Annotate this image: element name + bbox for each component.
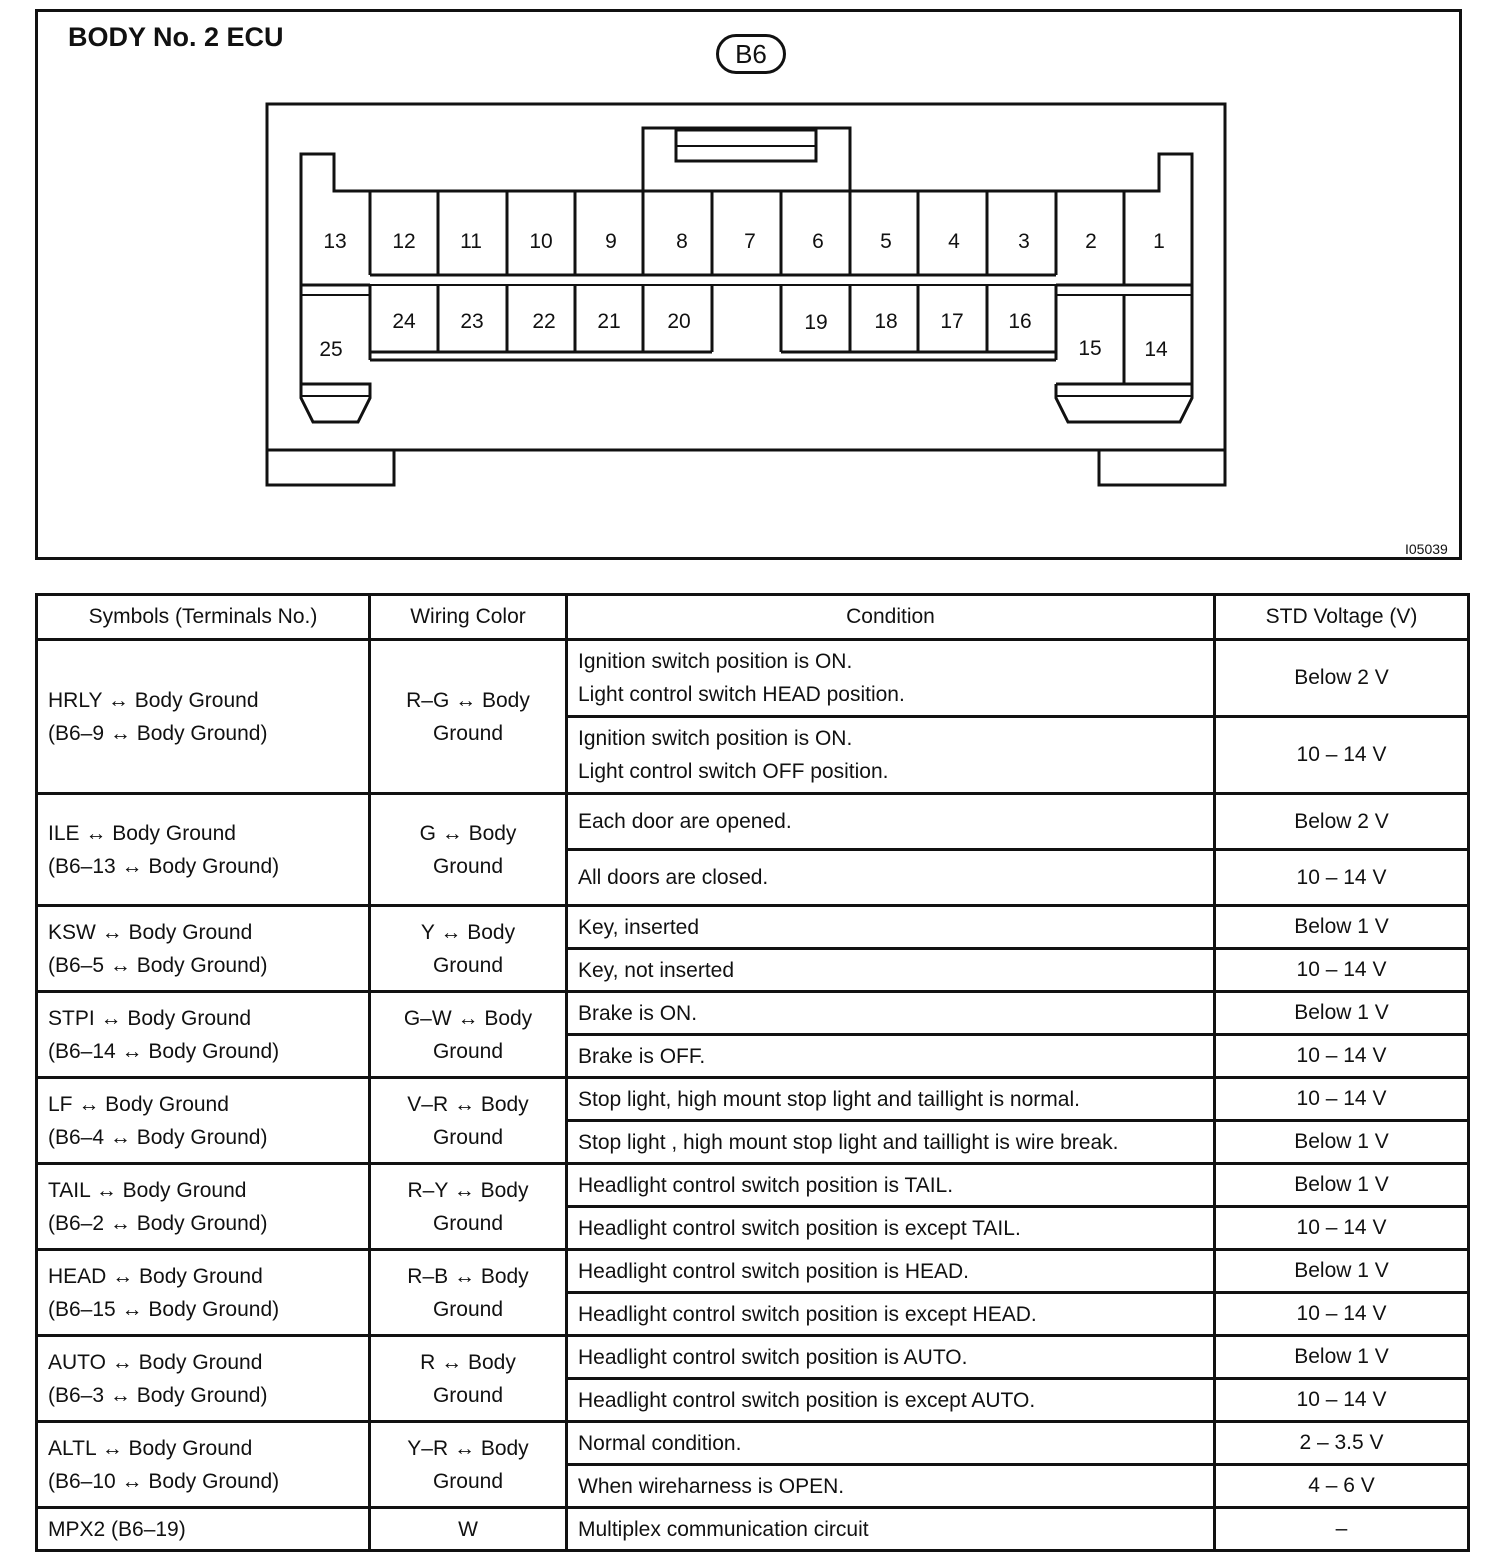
cell-line: (B6–9 ↔ Body Ground): [48, 721, 268, 745]
cell-line: V–R ↔ Body: [407, 1092, 529, 1116]
condition-cell: [567, 1379, 1215, 1422]
std-voltage-cell: 10 – 14 V: [1215, 1035, 1469, 1078]
pin-12: 12: [392, 230, 416, 253]
symbol-cell: [37, 794, 370, 906]
wiring-color-cell: [370, 794, 567, 906]
wiring-color-cell: [370, 640, 567, 794]
cell-line: Headlight control switch position is TAIL.: [578, 1173, 954, 1197]
std-voltage-cell: 10 – 14 V: [1215, 1293, 1469, 1336]
condition-cell: [567, 1336, 1215, 1379]
cell-line: MPX2 (B6–19): [48, 1517, 186, 1541]
wiring-color-cell: [370, 1336, 567, 1422]
pin-16: 16: [1008, 310, 1032, 333]
wiring-color-cell: [370, 1078, 567, 1164]
cell-line: (B6–10 ↔ Body Ground): [48, 1469, 280, 1493]
pin-22: 22: [532, 310, 556, 333]
cell-line: Ground: [432, 854, 504, 878]
pin-numbers: [319, 230, 1168, 361]
diagram-title: BODY No. 2 ECU: [68, 22, 284, 52]
condition-cell: [567, 1164, 1215, 1207]
condition-cell: [567, 992, 1215, 1035]
std-voltage-cell: –: [1215, 1508, 1469, 1551]
condition-cell: [567, 1035, 1215, 1078]
cell-line: Headlight control switch position is except AUTO.: [578, 1388, 1036, 1412]
std-voltage-cell: Below 1 V: [1215, 906, 1469, 949]
header-symbols: Symbols (Terminals No.): [37, 595, 370, 640]
symbol-cell: [37, 1336, 370, 1422]
cell-line: Key, inserted: [578, 915, 700, 939]
pin-8: 8: [676, 230, 688, 253]
table-row: [37, 992, 1469, 1035]
cell-line: Headlight control switch position is except HEAD.: [578, 1302, 1037, 1326]
cell-line: G ↔ Body: [419, 821, 517, 845]
cell-line: (B6–5 ↔ Body Ground): [48, 953, 268, 977]
cell-line: All doors are closed.: [578, 866, 769, 889]
cell-line: (B6–13 ↔ Body Ground): [48, 854, 280, 878]
cell-line: Ignition switch position is ON.: [578, 650, 853, 673]
cell-line: Each door are opened.: [578, 810, 792, 833]
connector-foot-right: [1099, 450, 1225, 485]
std-voltage-cell: 10 – 14 V: [1215, 717, 1469, 794]
condition-cell: [567, 1508, 1215, 1551]
std-voltage-cell: Below 2 V: [1215, 794, 1469, 850]
cell-line: Ground: [432, 953, 504, 977]
std-voltage-cell: Below 1 V: [1215, 992, 1469, 1035]
std-voltage-cell: 10 – 14 V: [1215, 949, 1469, 992]
cell-line: (B6–15 ↔ Body Ground): [48, 1297, 280, 1321]
pin-2: 2: [1085, 230, 1097, 253]
std-voltage-cell: 10 – 14 V: [1215, 850, 1469, 906]
connector-foot-left: [267, 450, 394, 485]
wiring-color-cell: [370, 1250, 567, 1336]
table-row: [37, 1164, 1469, 1207]
symbol-cell: [37, 1164, 370, 1250]
wiring-color-cell: [370, 1508, 567, 1551]
pin-14: 14: [1144, 338, 1168, 361]
condition-cell: [567, 906, 1215, 949]
cell-line: Y ↔ Body: [420, 920, 516, 944]
cell-line: Light control switch HEAD position.: [578, 683, 905, 706]
cell-line: KSW ↔ Body Ground: [48, 920, 253, 944]
wiring-color-cell: [370, 992, 567, 1078]
symbol-cell: [37, 640, 370, 794]
pin-1: 1: [1153, 230, 1165, 253]
cell-line: R–Y ↔ Body: [407, 1178, 529, 1202]
condition-cell: [567, 794, 1215, 850]
condition-cell: [567, 717, 1215, 794]
cell-line: R ↔ Body: [420, 1350, 516, 1374]
cell-line: HRLY ↔ Body Ground: [48, 688, 259, 712]
cell-line: Ground: [432, 1039, 504, 1063]
cell-line: R–G ↔ Body: [406, 688, 530, 712]
condition-cell: [567, 949, 1215, 992]
cell-line: Ignition switch position is ON.: [578, 727, 853, 750]
cell-line: Y–R ↔ Body: [407, 1436, 529, 1460]
std-voltage-cell: Below 2 V: [1215, 640, 1469, 717]
condition-cell: [567, 1207, 1215, 1250]
cell-line: STPI ↔ Body Ground: [48, 1006, 252, 1030]
pin-4: 4: [948, 230, 960, 253]
condition-cell: [567, 1422, 1215, 1465]
cell-line: Light control switch OFF position.: [578, 760, 889, 783]
std-voltage-cell: 10 – 14 V: [1215, 1379, 1469, 1422]
pin-17: 17: [940, 310, 964, 333]
cell-line: Key, not inserted: [578, 958, 735, 982]
cell-line: TAIL ↔ Body Ground: [48, 1178, 247, 1202]
pin-13: 13: [323, 230, 347, 253]
cell-line: Headlight control switch position is HEAD.: [578, 1259, 970, 1283]
cell-line: G–W ↔ Body: [403, 1006, 533, 1030]
std-voltage-cell: 2 – 3.5 V: [1215, 1422, 1469, 1465]
std-voltage-cell: 10 – 14 V: [1215, 1207, 1469, 1250]
cell-line: Headlight control switch position is AUTO.: [578, 1345, 968, 1369]
condition-cell: [567, 640, 1215, 717]
table-row: [37, 1078, 1469, 1121]
wiring-color-cell: [370, 1422, 567, 1508]
cell-line: R–B ↔ Body: [407, 1264, 529, 1288]
latch-right: [1056, 384, 1192, 422]
condition-cell: [567, 1078, 1215, 1121]
cell-line: Brake is OFF.: [578, 1044, 706, 1068]
cell-line: When wireharness is OPEN.: [578, 1474, 845, 1498]
cell-line: Ground: [432, 1297, 504, 1321]
table-row: [37, 1508, 1469, 1551]
connector-housing: [267, 104, 1225, 450]
cell-line: W: [458, 1517, 478, 1541]
symbol-cell: [37, 1508, 370, 1551]
symbol-cell: [37, 906, 370, 992]
pin-6: 6: [812, 230, 824, 253]
connector-face-drawing: [0, 0, 1504, 570]
condition-cell: [567, 1121, 1215, 1164]
std-voltage-cell: 4 – 6 V: [1215, 1465, 1469, 1508]
cell-line: HEAD ↔ Body Ground: [48, 1264, 263, 1288]
cell-line: LF ↔ Body Ground: [48, 1092, 229, 1116]
condition-cell: [567, 1293, 1215, 1336]
header-std-voltage: STD Voltage (V): [1215, 595, 1469, 640]
table-row: [37, 794, 1469, 850]
pin-18: 18: [874, 310, 898, 333]
table-row: [37, 1422, 1469, 1465]
bottom-row-dividers: [370, 285, 1124, 384]
header-condition: Condition: [567, 595, 1215, 640]
pin-block-outline: [301, 154, 1192, 384]
connector-code-label: B6: [716, 34, 786, 74]
cell-line: Ground: [432, 1469, 504, 1493]
cell-line: Ground: [432, 1383, 504, 1407]
latch-left: [301, 384, 370, 422]
pin-20: 20: [667, 310, 691, 333]
pin-9: 9: [605, 230, 617, 253]
table-row: [37, 1250, 1469, 1293]
pin-11: 11: [460, 230, 482, 253]
pin-24: 24: [392, 310, 416, 333]
header-wiring-color: Wiring Color: [370, 595, 567, 640]
pin-19: 19: [804, 311, 828, 334]
table-row: [37, 640, 1469, 717]
condition-cell: [567, 850, 1215, 906]
pin-5: 5: [880, 230, 892, 253]
table-header-row: [37, 595, 1469, 640]
symbol-cell: [37, 1078, 370, 1164]
std-voltage-cell: Below 1 V: [1215, 1250, 1469, 1293]
cell-line: AUTO ↔ Body Ground: [48, 1350, 263, 1374]
pin-10: 10: [529, 230, 553, 253]
cell-line: (B6–3 ↔ Body Ground): [48, 1383, 268, 1407]
cell-line: (B6–14 ↔ Body Ground): [48, 1039, 280, 1063]
pin-3: 3: [1018, 230, 1030, 253]
pin-7: 7: [744, 230, 756, 253]
condition-cell: [567, 1465, 1215, 1508]
std-voltage-cell: Below 1 V: [1215, 1336, 1469, 1379]
condition-cell: [567, 1250, 1215, 1293]
table-row: [37, 906, 1469, 949]
symbol-cell: [37, 1422, 370, 1508]
cell-line: Multiplex communication circuit: [578, 1517, 869, 1541]
cell-line: (B6–4 ↔ Body Ground): [48, 1125, 268, 1149]
cell-line: Stop light , high mount stop light and taillight is wire break.: [578, 1130, 1119, 1154]
cell-line: Brake is ON.: [578, 1001, 698, 1025]
wiring-color-cell: [370, 1164, 567, 1250]
pin-21: 21: [597, 310, 621, 333]
table-row: [37, 1336, 1469, 1379]
cell-line: Ground: [432, 721, 504, 745]
cell-line: Headlight control switch position is except TAIL.: [578, 1216, 1021, 1240]
std-voltage-cell: Below 1 V: [1215, 1121, 1469, 1164]
cell-line: Stop light, high mount stop light and taillight is normal.: [578, 1087, 1080, 1111]
cell-line: ILE ↔ Body Ground: [48, 821, 236, 845]
wiring-color-cell: [370, 906, 567, 992]
cell-line: Ground: [432, 1211, 504, 1235]
pin-23: 23: [460, 310, 484, 333]
terminal-voltage-table: [35, 593, 1470, 1552]
std-voltage-cell: 10 – 14 V: [1215, 1078, 1469, 1121]
cell-line: Ground: [432, 1125, 504, 1149]
figure-id: I05039: [1405, 541, 1448, 557]
symbol-cell: [37, 1250, 370, 1336]
pin-15: 15: [1078, 337, 1102, 360]
pin-25: 25: [319, 338, 343, 361]
std-voltage-cell: Below 1 V: [1215, 1164, 1469, 1207]
symbol-cell: [37, 992, 370, 1078]
cell-line: (B6–2 ↔ Body Ground): [48, 1211, 268, 1235]
cell-line: Normal condition.: [578, 1431, 742, 1455]
cell-line: ALTL ↔ Body Ground: [48, 1436, 253, 1460]
